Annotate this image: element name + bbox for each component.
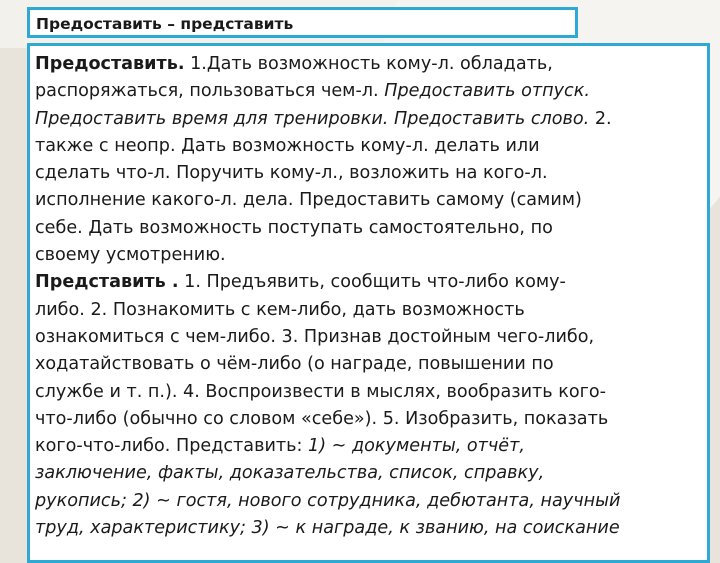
text-line [35,106,703,133]
text-line: своему усмотрению. [35,245,226,266]
definition-text: 2. [589,108,612,129]
text-line [35,433,703,460]
text-line: что-либо (обычно со словом «себе»). 5. Изобразить, показать [35,408,609,429]
definition-text: распоряжаться, пользоваться чем-л. [35,81,385,102]
content-box [27,43,710,563]
example-text: 1) ~ документы, отчёт, [308,436,525,457]
text-line: ознакомиться с чем-либо. 3. Признав достойным чего-либо, [35,326,595,347]
definition-text: 1.Дать возможность кому-л. обладать, [184,54,553,74]
text-line: заключение, факты, доказательства, список, справку, [35,463,545,484]
example-text: Предоставить отпуск. [384,81,590,102]
title-box [27,7,578,38]
text-line: рукопись; 2) ~ гостя, нового сотрудника, дебютанта, научный [35,490,621,511]
text-line [35,78,703,105]
text-line: также с неопр. Дать возможность кому-л. делать или [35,135,540,156]
definitions-text [35,51,703,542]
text-line [35,51,703,78]
text-line: труд, характеристику; 3) ~ к награде, к званию, на соискание [35,518,620,539]
term-predstavit: Представить . [35,272,179,293]
text-line: либо. 2. Познакомить с кем-либо, дать возможность [35,299,525,320]
text-line: исполнение какого-л. дела. Предоставить самому (самим) [35,190,582,211]
text-line: службе и т. п.). 4. Воспроизвести в мыслях, вообразить кого- [35,381,606,402]
definition-text: 1. Предъявить, сообщить что-либо кому- [178,272,566,293]
text-line [35,269,703,296]
term-predostavit: Предоставить. [35,54,185,74]
text-line: ходатайствовать о чём-либо (о награде, повышении по [35,354,554,375]
slide-title: Предоставить – представить [36,15,294,33]
definition-text: кого-что-либо. Представить: [35,436,309,457]
example-text: Предоставить время для тренировки. Предоставить слово. [35,108,590,129]
text-line: себе. Дать возможность поступать самостоятельно, по [35,217,553,238]
text-line: сделать что-л. Поручить кому-л., возложить на кого-л. [35,163,548,184]
